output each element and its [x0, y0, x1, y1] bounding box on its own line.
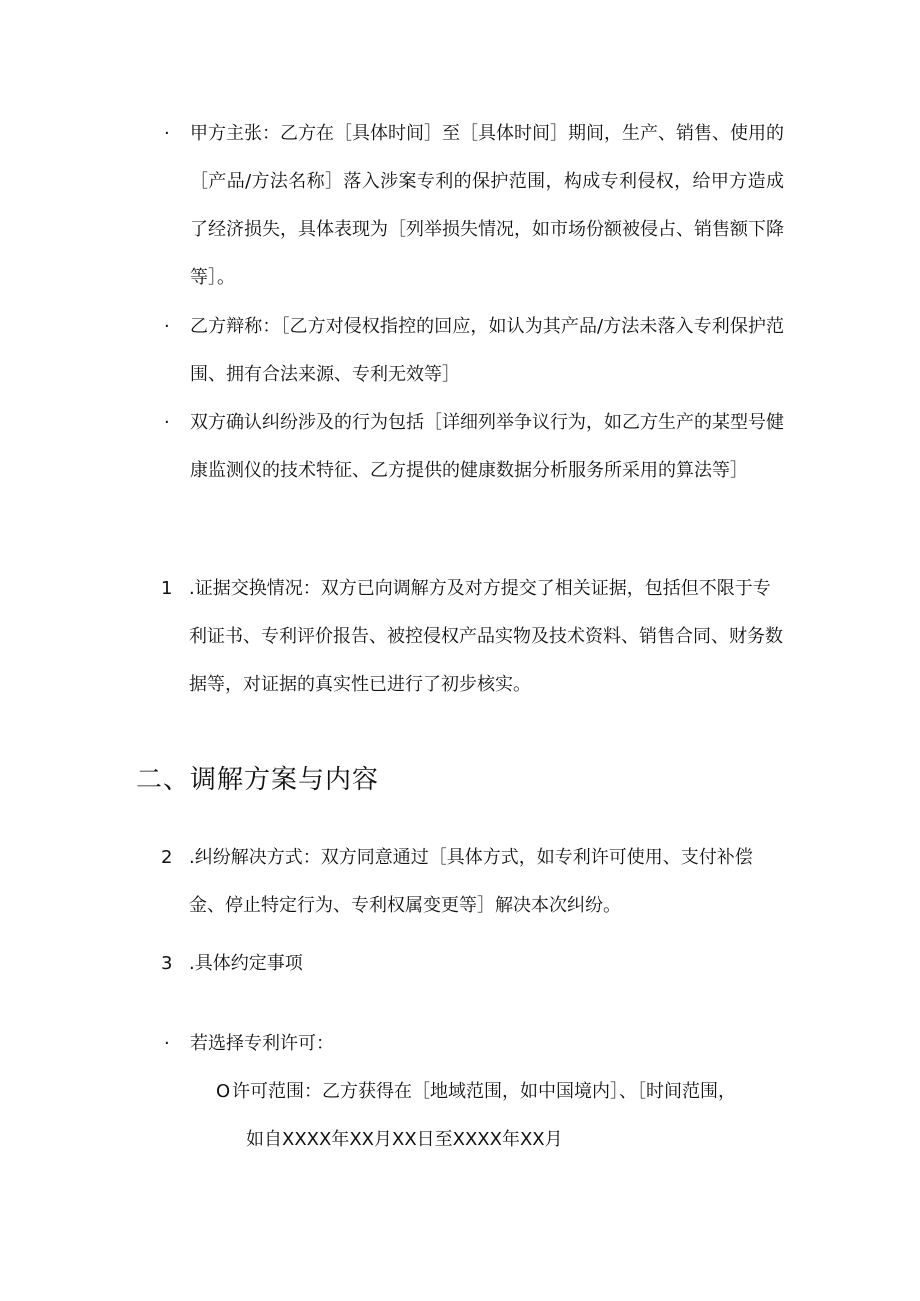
license-scope-text: [232, 1068, 786, 1164]
numbered-item-evidence: [161, 565, 785, 709]
sub-item-license-scope: [216, 1068, 786, 1164]
terms-text: .具体约定事项: [189, 953, 303, 974]
evidence-text: .证据交换情况：双方已向调解方及对方提交了相关证据，包括但不限于专利证书、专利评价报告、被控侵权产品实物及技术资料、销售合同、财务数据等，对证据的真实性已进行了初步核实。: [189, 578, 783, 695]
bullet-dot: ·: [164, 316, 170, 337]
bullet-item-disputed-acts: [164, 399, 784, 495]
resolution-text: .纠纷解决方式：双方同意通过［具体方式，如专利许可使用、支付补偿金、停止特定行为、专利权属变更等］解决本次纠纷。: [189, 847, 753, 916]
item-number: 1: [161, 578, 173, 599]
bullet-dot: ·: [164, 123, 170, 144]
bullet-item-license: [164, 1020, 784, 1068]
bullet-dot: ·: [164, 412, 170, 433]
license-scope-line-2: 如自XXXX年XX月XX日至XXXX年XX月: [246, 1129, 563, 1150]
disputed-acts-text: 双方确认纠纷涉及的行为包括［详细列举争议行为，如乙方生产的某型号健康监测仪的技术特征、乙方提供的健康数据分析服务所采用的算法等］: [190, 412, 784, 481]
circle-marker: O: [216, 1081, 231, 1102]
numbered-item-terms: [161, 940, 785, 988]
license-text: 若选择专利许可：: [190, 1033, 334, 1054]
item-number: 3: [161, 953, 173, 974]
bullet-dot: ·: [164, 1033, 170, 1054]
claim-text: 甲方主张：乙方在［具体时间］至［具体时间］期间，生产、销售、使用的［产品/方法名称］落入涉案专利的保护范围，构成专利侵权，给甲方造成了经济损失，具体表现为［列举损失情况，如市场份额被侵占、销售额下降等］。: [190, 123, 784, 288]
section-heading: 二、调解方案与内容: [136, 765, 380, 795]
bullet-item-defense: [164, 303, 784, 399]
defense-text: 乙方辩称：［乙方对侵权指控的回应，如认为其产品/方法未落入专利保护范围、拥有合法来源、专利无效等］: [190, 316, 784, 385]
item-number: 2: [161, 847, 173, 868]
numbered-item-resolution: [161, 834, 785, 930]
license-scope-line-1: 许可范围：乙方获得在［地域范围，如中国境内］、［时间范围，: [232, 1081, 736, 1102]
bullet-item-claim: [164, 110, 784, 302]
